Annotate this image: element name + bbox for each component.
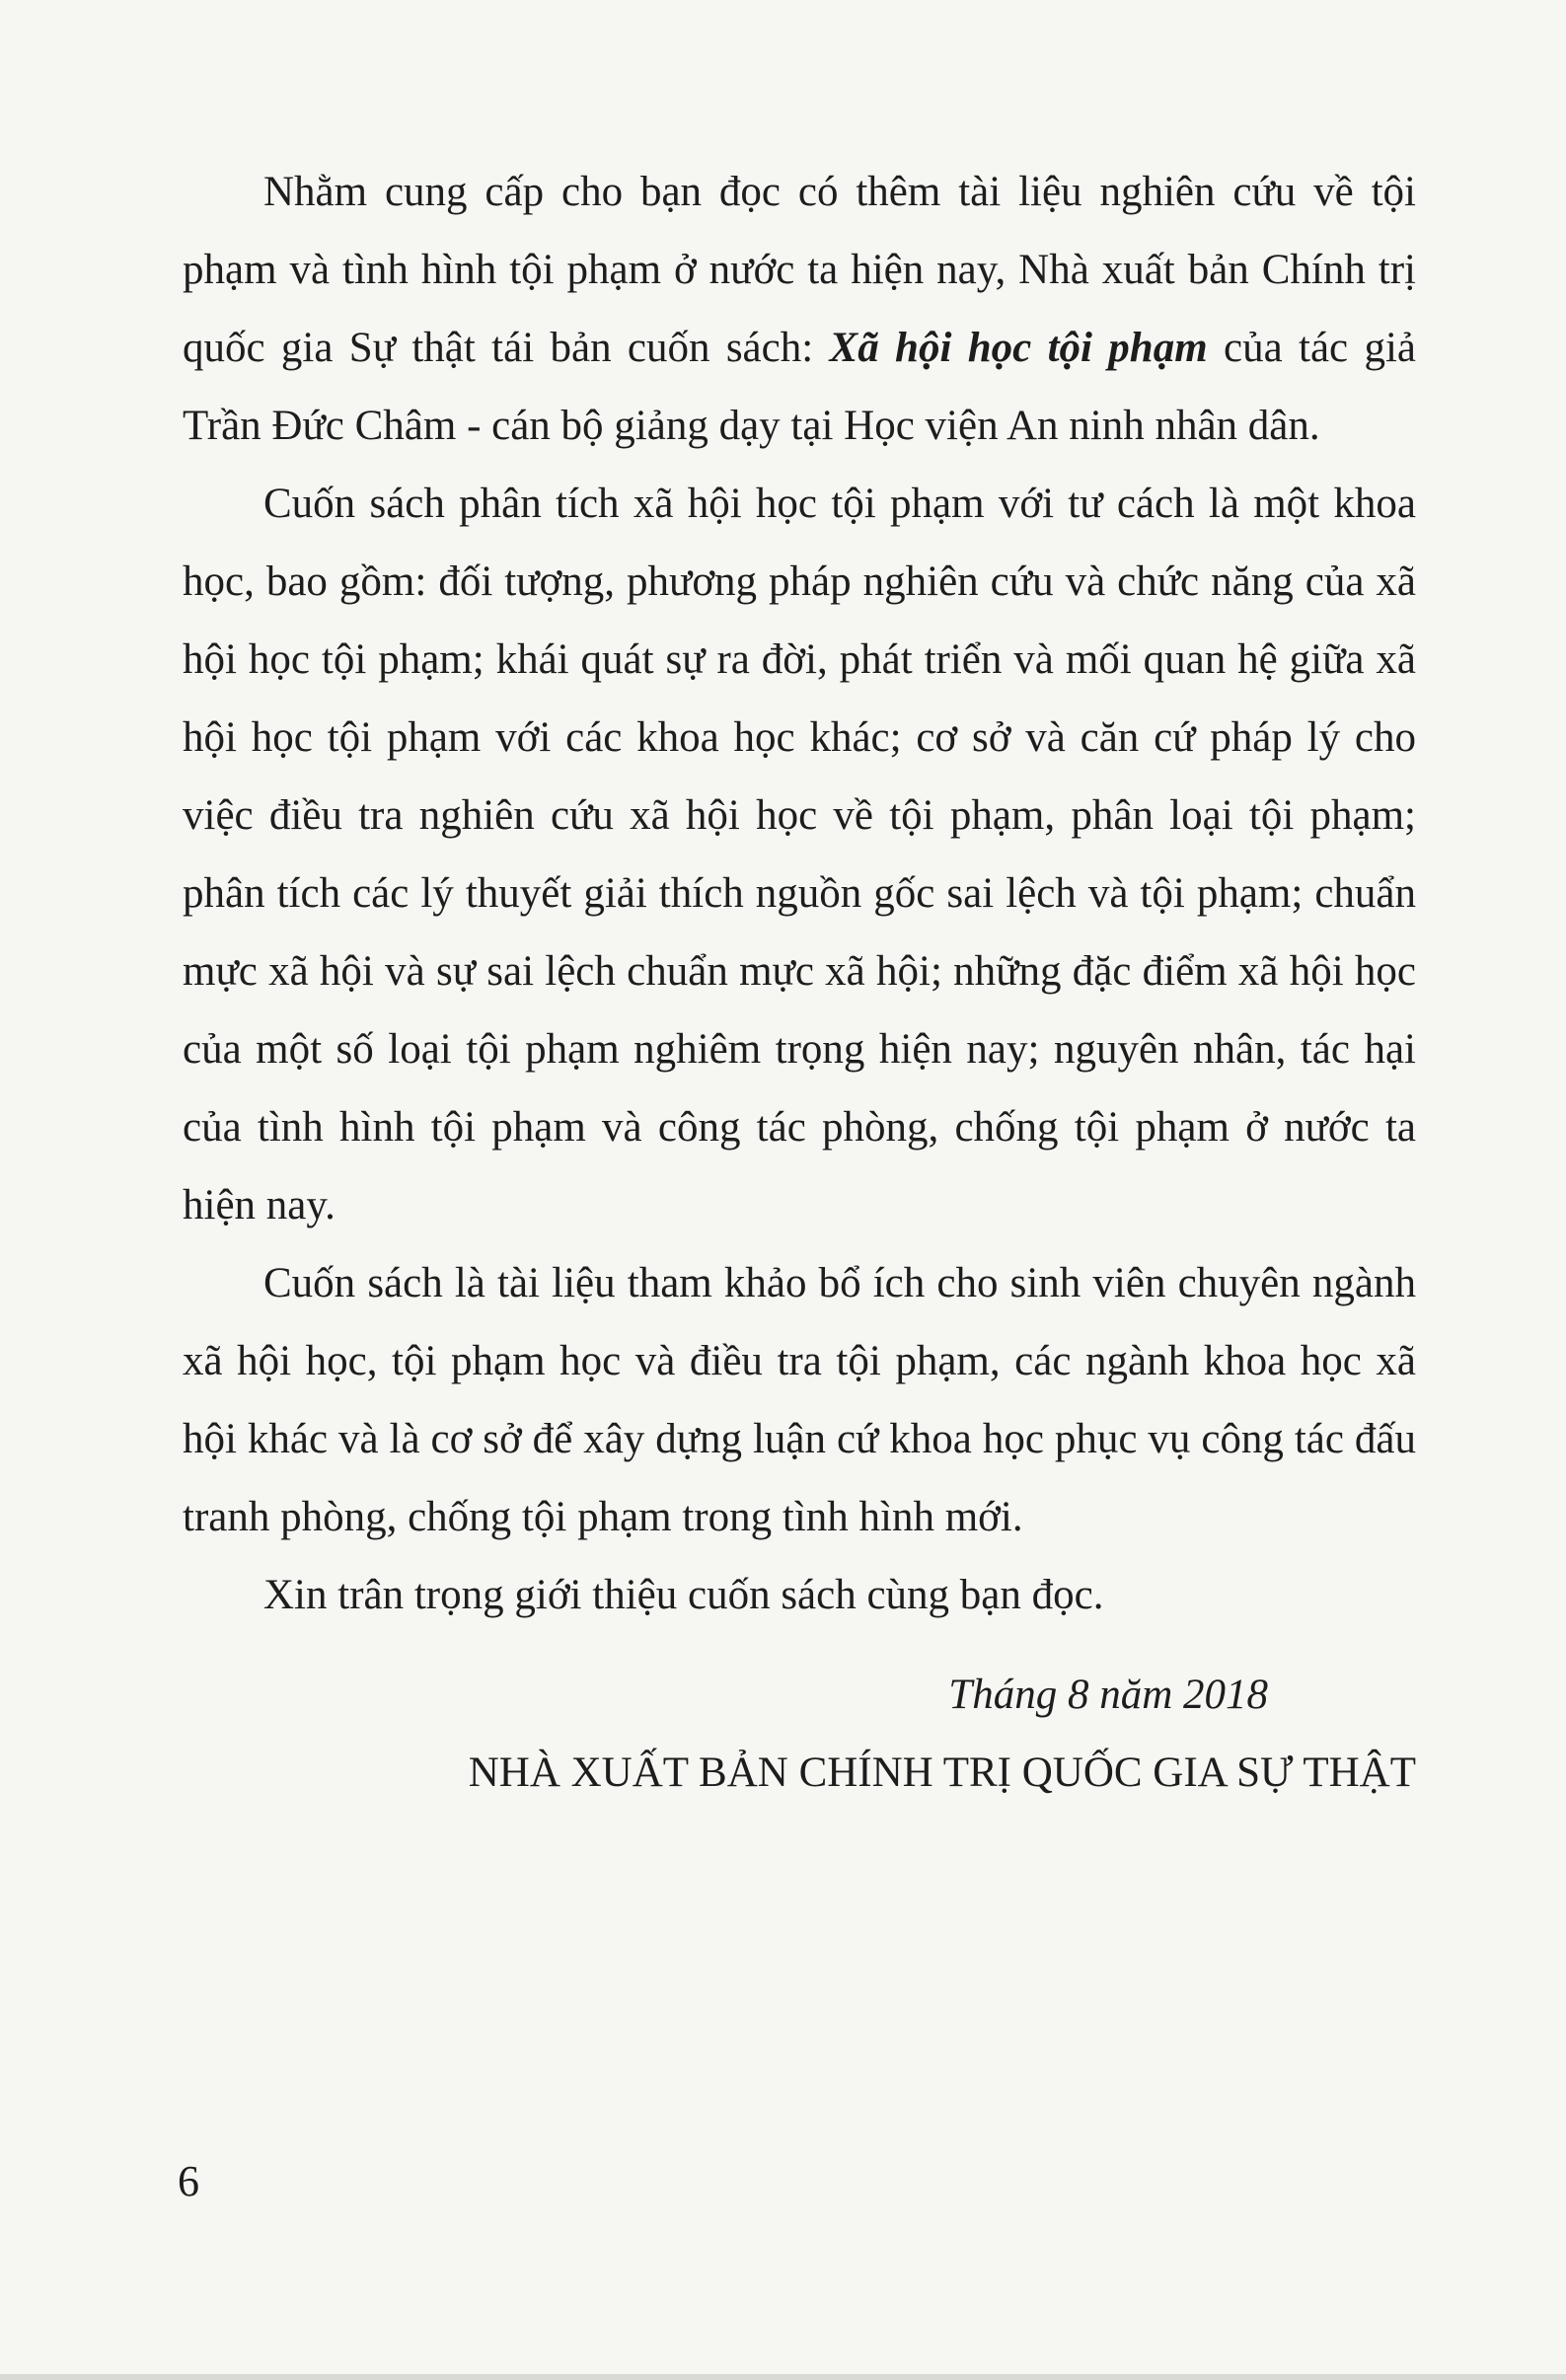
page-bottom-edge	[0, 2374, 1566, 2380]
signature-date: Tháng 8 năm 2018	[948, 1672, 1268, 1718]
signature-publisher: NHÀ XUẤT BẢN CHÍNH TRỊ QUỐC GIA SỰ THẬT	[468, 1749, 1416, 1796]
paragraph-content-summary: Cuốn sách phân tích xã hội học tội phạm với tư cách là một khoa học, bao gồm: đối tượng, phương pháp nghiên cứu và chức năng của xã hội học tội phạm; khái quát sự ra đời, phát triển và mối quan hệ giữa xã hội học tội phạm với các khoa học khác; cơ sở và căn cứ pháp lý cho việc điều tra nghiên cứu xã hội học về tội phạm, phân loại tội phạm; phân tích các lý thuyết giải thích nguồn gốc sai lệch và tội phạm; chuẩn mực xã hội và sự sai lệch chuẩn mực xã hội; những đặc điểm xã hội học của một số loại tội phạm nghiêm trọng hiện nay; nguyên nhân, tác hại của tình hình tội phạm và công tác phòng, chống tội phạm ở nước ta hiện nay.	[183, 481, 1416, 1228]
paragraph-intro-after: của tác giả Trần Đức Châm - cán bộ giảng dạy tại Học viện An ninh nhân dân.	[183, 325, 1417, 449]
paragraph-intro-text: Nhằm cung cấp cho bạn đọc có thêm tài liệu nghiên cứu về tội phạm và tình hình tội phạm ở nước ta hiện nay, Nhà xuất bản Chính trị quốc gia Sự thật tái bản cuốn sách:	[183, 169, 1416, 371]
paragraph-closing: Xin trân trọng giới thiệu cuốn sách cùng bạn đọc.	[263, 1572, 1104, 1618]
paragraph-audience: Cuốn sách là tài liệu tham khảo bổ ích cho sinh viên chuyên ngành xã hội học, tội phạm học và điều tra tội phạm, các ngành khoa học xã hội khác và là cơ sở để xây dựng luận cứ khoa học phục vụ công tác đấu tranh phòng, chống tội phạm trong tình hình mới.	[183, 1260, 1416, 1540]
book-title: Xã hội học tội phạm	[829, 325, 1208, 371]
page-number: 6	[178, 2157, 199, 2205]
page-body	[183, 153, 1416, 1812]
paragraph-intro	[183, 153, 1416, 465]
